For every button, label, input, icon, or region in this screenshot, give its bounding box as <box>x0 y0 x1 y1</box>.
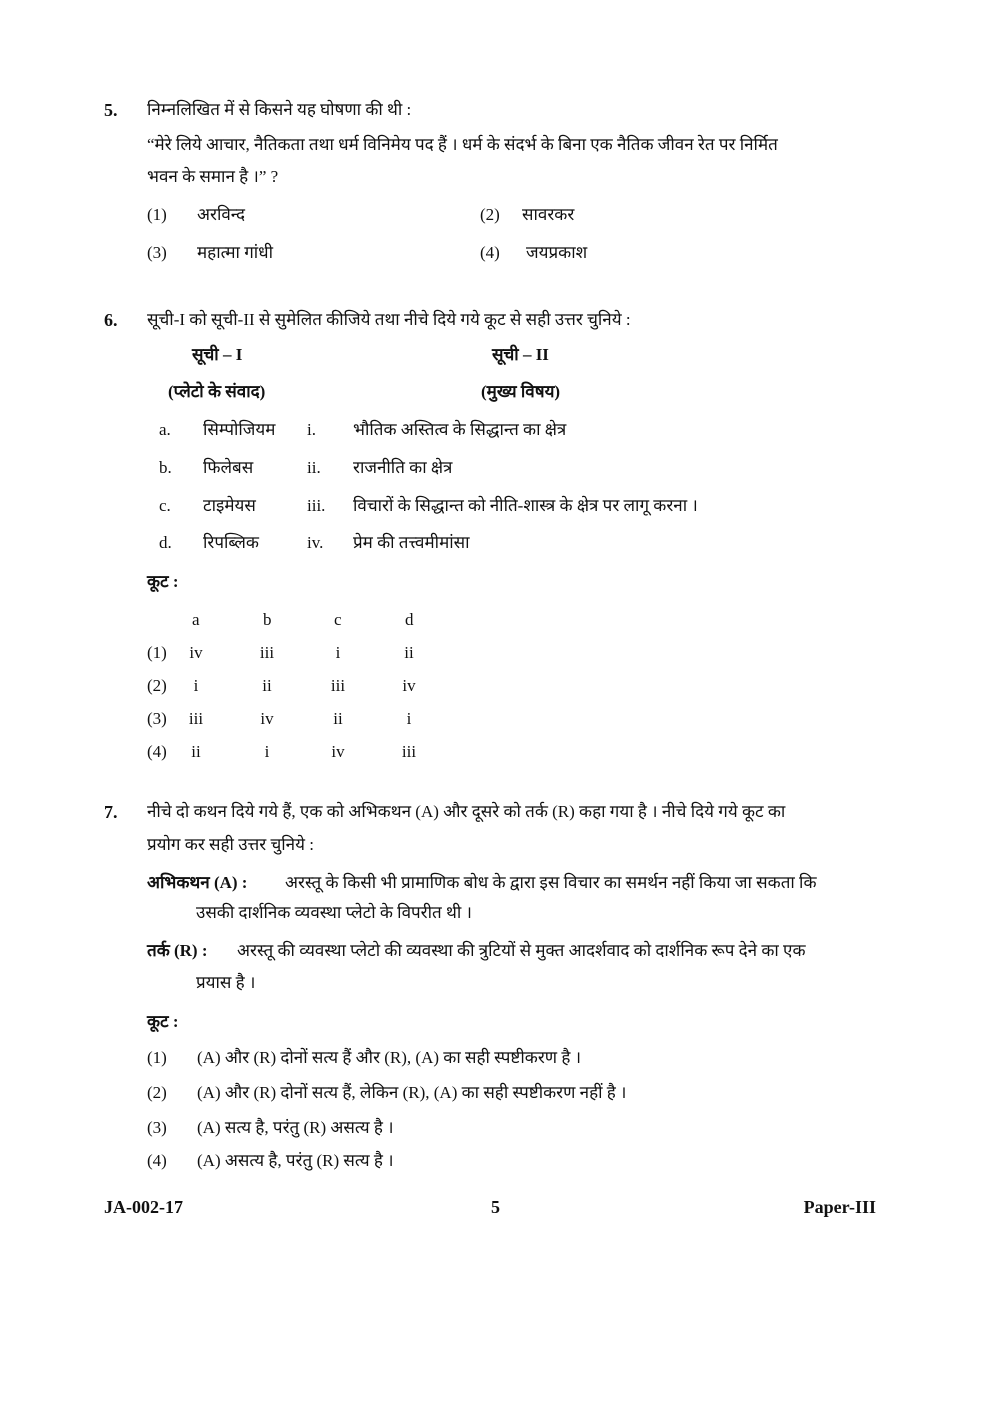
list-desc: विचारों के सिद्धान्त को नीति-शास्त्र के क्षेत्र पर लागू करना । <box>353 496 698 515</box>
list-desc: प्रेम की तत्त्वमीमांसा <box>353 533 470 552</box>
code-value: iii <box>188 709 204 728</box>
option-text: (A) और (R) दोनों सत्य हैं, लेकिन (R), (A) का सही स्पष्टीकरण नहीं है । <box>197 1083 627 1102</box>
code-option-number: (4) <box>147 742 167 761</box>
code-value: iv <box>331 742 345 761</box>
question-stem: निम्नलिखित में से किसने यह घोषणा की थी : <box>147 100 412 119</box>
reason-text: प्रयास है । <box>196 973 256 992</box>
option-number: (2) <box>147 1083 167 1102</box>
question-number: 5. <box>104 100 118 120</box>
code-value: iv <box>402 676 416 695</box>
assertion-text: अरस्तू के किसी भी प्रामाणिक बोध के द्वारा इस विचार का समर्थन नहीं किया जा सकता कि <box>285 873 817 892</box>
list-roman: iv. <box>307 533 324 552</box>
list-roman: ii. <box>307 458 321 477</box>
code-value: iv <box>189 643 203 662</box>
option-text: (A) सत्य है, परंतु (R) असत्य है । <box>197 1118 394 1137</box>
code-label: कूट : <box>147 1012 179 1031</box>
option-text: सावरकर <box>522 205 575 224</box>
code-value: i <box>406 709 412 728</box>
code-value: iii <box>401 742 417 761</box>
code-label: कूट : <box>147 572 179 591</box>
list1-subtitle: (प्लेटो के संवाद) <box>168 382 266 401</box>
code-header: a <box>192 610 200 629</box>
question-quote: भवन के समान है ।” ? <box>147 167 279 186</box>
code-header: c <box>334 610 342 629</box>
code-value: i <box>264 742 270 761</box>
list2-title: सूची – II <box>492 345 549 364</box>
option-number: (2) <box>480 205 500 224</box>
list2-subtitle: (मुख्य विषय) <box>481 382 561 401</box>
reason-text: अरस्तू की व्यवस्था प्लेटो की व्यवस्था की त्रुटियों से मुक्त आदर्शवाद को दार्शनिक रूप देने का एक <box>237 941 806 960</box>
footer-paper: Paper-III <box>803 1197 876 1217</box>
list-item: रिपब्लिक <box>203 533 259 552</box>
code-value: iii <box>259 643 275 662</box>
list-letter: d. <box>159 533 172 552</box>
option-text: (A) असत्य है, परंतु (R) सत्य है । <box>197 1151 394 1170</box>
option-number: (1) <box>147 1048 167 1067</box>
assertion-text: उसकी दार्शनिक व्यवस्था प्लेटो के विपरीत थी । <box>196 903 472 922</box>
question-quote: “मेरे लिये आचार, नैतिकता तथा धर्म विनिमेय पद हैं । धर्म के संदर्भ के बिना एक नैतिक जीवन रेत पर निर्मित <box>147 135 778 154</box>
code-header: b <box>263 610 272 629</box>
reason-label: तर्क (R) : <box>147 941 208 960</box>
question-stem: सूची-I को सूची-II से सुमेलित कीजिये तथा नीचे दिये गये कूट से सही उत्तर चुनिये : <box>147 310 631 329</box>
question-number: 6. <box>104 310 118 330</box>
code-header: d <box>405 610 414 629</box>
question-stem: नीचे दो कथन दिये गये हैं, एक को अभिकथन (A) और दूसरे को तर्क (R) कहा गया है । नीचे दिये गये कूट का <box>147 802 786 821</box>
code-option-number: (3) <box>147 709 167 728</box>
code-value: ii <box>404 643 414 662</box>
code-value: ii <box>191 742 201 761</box>
option-text: महात्मा गांधी <box>197 243 274 262</box>
code-option-number: (2) <box>147 676 167 695</box>
option-number: (3) <box>147 243 167 262</box>
list-letter: a. <box>159 420 171 439</box>
question-stem: प्रयोग कर सही उत्तर चुनिये : <box>147 835 314 854</box>
list-roman: i. <box>307 420 316 439</box>
list-letter: c. <box>159 496 171 515</box>
option-text: अरविन्द <box>197 205 246 224</box>
code-value: iv <box>260 709 274 728</box>
list-letter: b. <box>159 458 172 477</box>
option-number: (4) <box>480 243 500 262</box>
code-value: i <box>193 676 199 695</box>
list-item: सिम्पोजियम <box>203 420 276 439</box>
option-number: (4) <box>147 1151 167 1170</box>
footer-code: JA-002-17 <box>104 1197 183 1217</box>
option-number: (3) <box>147 1118 167 1137</box>
list-desc: भौतिक अस्तित्व के सिद्धान्त का क्षेत्र <box>353 420 567 439</box>
list-item: टाइमेयस <box>203 496 256 515</box>
list1-title: सूची – I <box>192 345 243 364</box>
code-value: ii <box>333 709 343 728</box>
code-option-number: (1) <box>147 643 167 662</box>
option-text: (A) और (R) दोनों सत्य हैं और (R), (A) का सही स्पष्टीकरण है । <box>197 1048 582 1067</box>
list-desc: राजनीति का क्षेत्र <box>353 458 453 477</box>
option-text: जयप्रकाश <box>526 243 588 262</box>
code-value: ii <box>262 676 272 695</box>
question-number: 7. <box>104 802 118 822</box>
list-roman: iii. <box>307 496 326 515</box>
code-value: i <box>335 643 341 662</box>
assertion-label: अभिकथन (A) : <box>147 873 248 892</box>
code-value: iii <box>330 676 346 695</box>
option-number: (1) <box>147 205 167 224</box>
page-number: 5 <box>491 1197 500 1217</box>
list-item: फिलेबस <box>203 458 254 477</box>
